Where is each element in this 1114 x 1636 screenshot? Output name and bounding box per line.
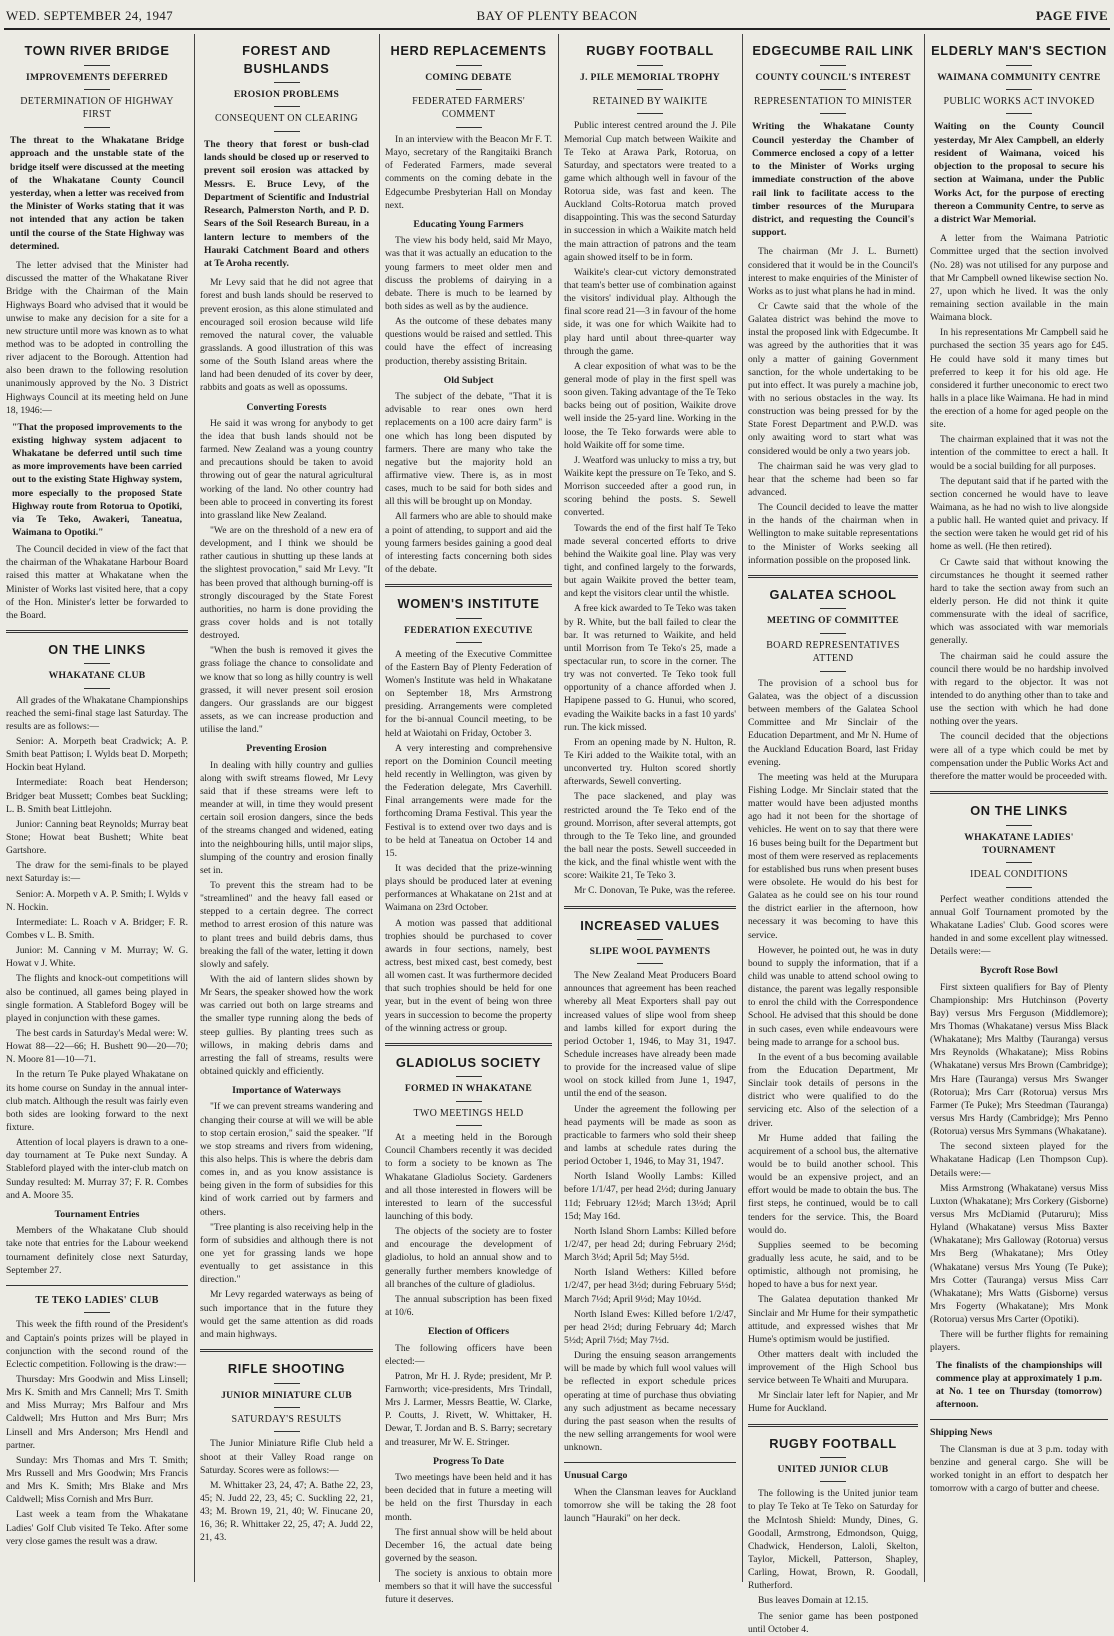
article-headline: RIFLE SHOOTING (227, 1361, 346, 1376)
paragraph: Junior: Canning beat Reynolds; Murray beat Stone; Howat beat Bushett; White beat Gartshore. (6, 818, 188, 857)
article-headline: FOREST AND BUSHLANDS (242, 43, 331, 76)
paragraph: Supplies seemed to be becoming gradually less acute, he said, and to be optimistic, although not promising, he hoped to have a bus for next year. (748, 1239, 918, 1291)
article-subhead: FORMED IN WHAKATANE (404, 1083, 533, 1095)
paragraph: The Clansman is due at 3 p.m. today with benzine and general cargo. She will be worked tonight in an effort to despatch her tomorrow with a cargo of butter and cheese. (930, 1443, 1108, 1494)
paragraph: At a meeting held in the Borough Council Chambers recently it was decided to form a society to be known as The Whakatane Gladiolus Society. Gardeners and all those interested in flowers will be interested to learn of the successful launching of this body. (385, 1132, 552, 1223)
paragraph: Waikite's clear-cut victory demonstrated that team's better use of combination against the visitors' individual play. Although the final score read 21—3 in favour of the home side, it was one for which Waikite had to play hard until about three-quarter way through the game. (564, 266, 736, 357)
paragraph: The chairman said he was very glad to hear that the scheme had been so far advanced. (748, 460, 918, 498)
paragraph: Last week a team from the Whakatane Ladies' Golf Club visited Te Teko. After some very close games the result was a draw. (6, 1509, 188, 1547)
paragraph: "If we can prevent streams wandering and changing their course at will we will be able to stop certain erosion," said the speaker. "If we stop streams and rivers from widening, this also helps. This is where the debris dam comes in, and as you know assistance is being given in the form of subsidies for this kind of work carried out by farmers and others. (200, 1101, 373, 1218)
article-subhead: FEDERATION EXECUTIVE (404, 624, 533, 636)
paragraph: There will be further flights for remaining players. (930, 1329, 1108, 1354)
article-headline: EDGECUMBE RAIL LINK (752, 43, 914, 58)
paragraph: A motion was passed that additional trophies should be purchased to cover awards in four sections, namely, best actress, best mixed cast, best comedy, best all women cast. It was furthermore decided that such trophies should be held for one year, but in the event of being won three years in succession to become the property of the winning actress or group. (385, 917, 552, 1034)
column-rule (379, 34, 380, 1582)
paragraph: First sixteen qualifiers for Bay of Plenty Championship: Mrs Hutchinson (Poverty Bay) versus Mrs Ferguson (Middlemore); Mrs Thomas (Whakatane) versus Miss Black (Whakatane); Mrs Maltby (Tauranga) versus Mrs Reynolds (Whakatane); Miss Robins (Whakatane) versus Mrs Brown (Cambridge); Mrs Hare (Tauranga) versus Mrs Swanger (Rotorua); Mrs Carr (Rotorua) versus Mrs Farmer (Te Puke); Mrs Steedman (Tauranga) versus Mrs Hardy (Cambridge); Mrs Penno (Rotorua) versus Mrs Symmans (Whakatane). (930, 981, 1108, 1138)
paragraph: Junior: M. Canning v M. Murray; W. G. Howat v J. White. (6, 945, 188, 970)
paragraph: Mr Sinclair later left for Napier, and Mr Hume for Auckland. (748, 1390, 918, 1415)
paragraph: All grades of the Whakatane Championships reached the semi-final stage last Saturday. The results are as follows:— (6, 694, 188, 732)
article-subhead: BOARD REPRESENTATIVES ATTEND (766, 639, 900, 665)
paragraph: The flights and knock-out competitions will also be continued, all games being played in single formation. A Stableford Bogey will be played in conjunction with these games. (6, 973, 188, 1024)
paragraph: When the Clansman leaves for Auckland tomorrow she will be taking the 28 foot launch "Hauraki" on her deck. (564, 1486, 736, 1524)
paragraph: In the return Te Puke played Whakatane on its home course on Sunday in the annual inter-club match. Although the result was fairly even both sides are looking forward to the next fixture. (6, 1069, 188, 1133)
paragraph: In dealing with hilly country and gullies along with swift streams flowed, Mr Levy said that if these streams were left to meander at will, in time they would present certain soil erosion dangers, since the beds of the streams changed and widened, eating into the neighbouring hills, until major slips, slumping of the country and erosion finally set in. (200, 759, 373, 876)
article-headline: GLADIOLUS SOCIETY (395, 1054, 542, 1070)
article-subhead: J. PILE MEMORIAL TROPHY (580, 71, 720, 83)
article-headline: WOMEN'S INSTITUTE (397, 596, 540, 612)
article-subhead: COUNTY COUNCIL'S INTEREST (755, 71, 911, 83)
paragraph: The meeting was held at the Murupara Fishing Lodge. Mr Sinclair stated that the matter would have been adjusted months ago had it not been for the shortage of vehicles. He went on to say that there were 16 buses being built for the Department but most of them were reserved as replacements for established bus runs when present buses were obsolete. He would do his best for Galatea as he could see on his tour round the district earlier in the afternoon, how necessary it was becoming to have this service. (748, 771, 918, 941)
bold-notice: The finalists of the championships will commence play at approximately 1 p.m. at No. 1 tee on Thursday (tomorrow) afternoon. (936, 1359, 1102, 1410)
paragraph: Public interest centred around the J. Pile Memorial Cup match between Waikite and Te Teko at Arawa Park, Rotorua, on Saturday, and spectators were treated to a game which although well in favour of the Rotorua side, was fast and keen. The Auckland Colts-Rotorua match proved disappointing. This was the second Saturday in succession in which a Waikite match held the main attraction of patrons and the team again showed itself to be in form. (564, 120, 736, 263)
paragraph: The following officers have been elected:— (385, 1342, 552, 1367)
paragraph: Mr C. Donovan, Te Puke, was the referee. (574, 885, 736, 897)
paragraph: Perfect weather conditions attended the annual Golf Tournament promoted by the Whakatane Ladies' Club. Good scores were handed in and some excellent play witnessed. Details were:— (930, 893, 1108, 958)
paragraph: The provision of a school bus for Galatea, was the object of a discussion between members of the Galatea School Committee and Mr Sinclair of the Education Department, and Mr N. Hume of the Auckland Education Board, last Friday evening. (748, 677, 918, 768)
paragraph: This week the fifth round of the President's and Captain's points prizes will be played in conjunction with the second round of the Eclectic competition. Following is the draw:— (6, 1319, 188, 1370)
paragraph: Senior: A. Morpeth beat Cradwick; A. P. Smith beat Pattison; I. Wylds beat D. Morpeth; Hockin beat Hyland. (6, 736, 188, 774)
paragraph: In the event of a bus becoming available from the Education Department, Mr Sinclair took details of persons in the district who were qualified to do the servicing etc. Also of the selection of a driver. (748, 1051, 918, 1129)
section-subheading: Unusual Cargo (564, 1470, 628, 1482)
column-rule (558, 34, 559, 1582)
paragraph: Intermediate: Roach beat Henderson; Bridger beat Mussett; Combes beat Suckling; L. B. Smith beat Littlejohn. (6, 777, 188, 815)
paragraph: J. Weatford was unlucky to miss a try, but Waikite kept the pressure on Te Teko, and S. Morrison succeeded after a good run, in scoring behind the posts. S. Sewell converted. (564, 454, 736, 519)
paragraph: The deputant said that if he parted with the section concerned he would have to leave Waimana, as he had no wish to live alongside a public hall. He wanted quiet and privacy. If the section were taken he would get rid of his home as well. (He then retired). (930, 475, 1108, 553)
paragraph: The annual subscription has been fixed at 10/6. (385, 1293, 552, 1319)
article-headline: ELDERLY MAN'S SECTION (931, 43, 1107, 58)
paragraph: Other matters dealt with included the improvement of the High School bus service between Te Whaiti and Murupara. (748, 1348, 918, 1387)
paragraph: Cr Cawte said that without knowing the circumstances he thought it seemed rather hard to take the section away from such an elderly person. He did not think it quite commensurate with the ideal of sacrifice, which was associated with war memorials generally. (930, 556, 1108, 647)
paragraph: Two meetings have been held and it has been decided that in future a meeting will be held on the first Thursday in each month. (385, 1472, 552, 1523)
article-subhead: PUBLIC WORKS ACT INVOKED (943, 95, 1095, 107)
paragraph: The Junior Miniature Rifle Club held a shoot at their Valley Road range on Saturday. Scores were as follows:— (200, 1438, 373, 1476)
paragraph: Mr Levy said that he did not agree that forest and bush lands should be reserved to prevent erosion, as this alone stimulated and encouraged soil erosion because wild life removed the natural cover, the valuable grasslands. A good illustration of this was some of the South Island areas where the land had been denuded of its cover by deer, rabbits and goats as well as opossums. (200, 277, 373, 394)
paragraph: From an opening made by N. Hulton, R. Te Kiri added to the Waikite total, with an unconverted try. Hulton scored shortly afterwards, Sewell converting. (564, 736, 736, 788)
section-subheading: Old Subject (443, 374, 494, 386)
paragraph: "When the bush is removed it gives the grass foliage the chance to consolidate and we know that so long as hilly country is well grassed, it will never present soil erosion dangers. Our grasslands are our biggest assets, as we can increase production and utilise the land." (200, 645, 373, 736)
paragraph: All farmers who are able to should make a point of attending, to support and aid the young farmers besides gaining a good deal of interesting facts concerning both sides of the debate. (385, 511, 552, 575)
article-headline: TOWN RIVER BRIDGE (24, 43, 170, 58)
section-subheading: Bycroft Rose Bowl (980, 965, 1058, 977)
article-subhead: WHAKATANE CLUB (48, 670, 146, 682)
issue-date: WED. SEPTEMBER 24, 1947 (6, 8, 173, 23)
paragraph: He said it was wrong for anybody to get the idea that bush lands should not be farmed. New Zealand was a young country and precautions should be taken to avoid throwing out of gear the natural agricultural working of the land. No other country had been able to proceed in converting its forest into grassland like New Zealand. (200, 417, 373, 521)
page-number: PAGE FIVE (1035, 8, 1108, 23)
paragraph: A clear exposition of what was to be the general mode of play in the first spell was soon given. Taking advantage of the Te Teko backs being out of position, Waikite drove well inside the 25-yard line. Working in the loose, the Te Teko forwards were able to hold Waikite off for some time. (564, 360, 736, 451)
paragraph: North Island Woolly Lambs: Killed before 1/1/47, per head 2½d; during January 11d; February 12½d; March 13½d; April 15d; May 16d. (564, 1171, 736, 1222)
paragraph: The following is the United junior team to play Te Teko at Te Teko on Saturday for the McIntosh Shield: Mundy, Dines, G. Goodall, Armstrong, Edmondson, Quigg, Chadwick, Henderson, Laloli, Skelton, Taylor, Mickell, Patterson, Shapley, Carling, Howat, Brown, R. Goodall, Rutherford. (748, 1488, 918, 1592)
paragraph: The best cards in Saturday's Medal were: W. Howat 88—22—66; H. Bushett 90—20—70; N. Moore 81—10—71. (6, 1028, 188, 1066)
paragraph: The draw for the semi-finals to be played next Saturday is:— (6, 860, 188, 885)
paragraph: The second sixteen played for the Whakatane Hadicap (Len Thompson Cup). Details were:— (930, 1141, 1108, 1179)
article-headline: HERD REPLACEMENTS (390, 43, 547, 58)
paragraph: During the ensuing season arrangements will be made by which full wool values will be reflected in export schedule prices operating at time of purchase thus obviating any such adjustment as became necessary during the past season when the results of the new selling arrangements for wool were unknown. (564, 1350, 736, 1454)
article-intro: Writing the Whakatane County Council yesterday the Chamber of Commerce enclosed a copy of a letter to the Minister of Works urging immediate construction of the above rail link to facilitate access to the timber resources of the Murupara district, and requesting the Council's support. (752, 121, 914, 239)
paragraph: Mr Hume added that failing the acquirement of a school bus, the alternative would be to build another school. This would be an expensive project, and an effort would be made to obtain the bus. The first steps, he continued, would be to call tenders for the service. This, the Board would do. (748, 1132, 918, 1236)
paragraph: Thursday: Mrs Goodwin and Miss Linsell; Mrs K. Smith and Mrs Cannell; Mrs T. Smith and Miss Murray; Mrs Balfour and Mrs Caldwell; Mrs Hutton and Mrs Burr; Mrs Linsell and Mrs Anderson; Mrs Hendl and partner. (6, 1374, 188, 1451)
paragraph: The view his body held, said Mr Mayo, was that it was actually an education to the young farmers to meet older men and discuss the problems of dairying in a debate. There is much to be learned by both sides as well as by the audience. (385, 235, 552, 312)
section-subheading: Importance of Waterways (232, 1085, 341, 1097)
article-subhead: FEDERATED FARMERS' COMMENT (412, 95, 525, 121)
section-subheading: Election of Officers (427, 1326, 510, 1338)
paragraph: "Tree planting is also receiving help in the form of subsidies and although there is not one yet for grassing lands we hope eventually to get assistance in this direction." (200, 1221, 373, 1286)
article-subhead: RETAINED BY WAIKITE (592, 95, 708, 107)
paragraph: Members of the Whakatane Club should take note that entries for the Labour weekend tournament definitely close next Saturday, September 27. (6, 1225, 188, 1276)
paragraph: A letter from the Waimana Patriotic Committee urged that the section involved (No. 28) was not utilised for any purpose and that Mr Campbell owned likewise section No. 27, upon which he lived. It was the only remaining section available in the main Waimana block. (930, 233, 1108, 324)
quoted-resolution: "That the proposed improvements to the existing highway system adjacent to Whakatane be deferred until such time as more improvements have been carried out to the existing State Highway system, more especially to the proposed State Highway route from Rotorua to Opotiki, via Te Teko, Awakeri, Taneatua, Waimana to Opotiki." (12, 421, 182, 538)
article-subhead: MEETING OF COMMITTEE (767, 615, 899, 627)
article-intro: The threat to the Whakatane Bridge approach and the unstable state of the bridge itself were discussed at the meeting of the Whakatane County Council yesterday, when a letter was received from the Minister of Works stating that it was not intended that any action be taken until the course of the State Highway was determined. (10, 135, 184, 252)
column-6 (930, 34, 1108, 1582)
paragraph: A free kick awarded to Te Teko was taken by R. White, but the ball failed to clear the bar. It was returned to Waikite, and held until Morrison from Te Teko's 25, made a spectacular run, to score in the corner. The try was not converted. Te Teko took full opportunity of a chance afforded when J. Hapipene passed to G. Hunui, who scored, evading the Waikite backs in a fast 10 yards' run. The kick missed. (564, 603, 736, 733)
section-subheading: Preventing Erosion (246, 743, 327, 755)
paragraph: Attention of local players is drawn to a one-day tournament at Te Puke next Sunday. A Stableford played with the inter-club match on Sunday resulted: M. Murray 37; F. R. Combes and A. Moore 35. (6, 1137, 188, 1201)
column-1 (6, 34, 188, 1582)
paragraph: Cr Cawte said that the whole of the Galatea district was behind the move to instal the proposed link with Edgecumbe. It was agreed by the authorities that it was only a matter of gaining Government sanction, for the whole undertaking to be put into effect. It was purely a machine job, with no serious obstacles in the way. Its construction was being pressed for by the State Forest Department and P.W.D. was only awaiting word to start what was considered would be only a two years job. (748, 301, 918, 457)
paragraph: The letter advised that the Minister had discussed the matter of the Whakatane River Bridge with the Chairman of the Main Highways Board who advised that it would be unwise to make any decision for a site for a new structure until more was known as to what method was to be adopted in controlling the river adjacent to the Borough. Attention had also been drawn to the following resolution unanimously approved by the No. 3 District Highways Council at its meeting held on June 18, 1946:— (6, 260, 188, 416)
paragraph: In his representations Mr Campbell said he purchased the section 35 years ago for £45. He could have sold it many times but preferred to keep it for his old age. He considered it further uneconomic to erect two halls in a place like Waimana. He had in mind the erection of a home for aged people on the site. (930, 327, 1108, 431)
article-subhead: UNITED JUNIOR CLUB (777, 1464, 889, 1476)
article-subhead: IMPROVEMENTS DEFERRED (26, 71, 168, 83)
paragraph: The Council decided in view of the fact that the chairman of the Whakatane Harbour Board raised this matter at Whakatane when the Minister of Works last visited here, that a copy of the Hon. Minister's letter be forwarded to the Board. (6, 544, 188, 621)
column-2 (200, 34, 373, 1582)
paragraph: Miss Armstrong (Whakatane) versus Miss Luxton (Whakatane); Mrs Corkery (Gisborne) versus Mrs McDiamid (Putaruru); Miss Hyland (Whakatane) versus Miss Baxter (Whakatane); Mrs Galloway (Rotorua) versus Mrs Berg (Whakatane); Mrs Otley (Whakatane) versus Mrs Young (Te Puke); Mrs Cotter (Tauranga) versus Miss Carr (Whakatane); Mrs Watts (Gisborne) versus Mrs Fogerty (Whakatane); Mrs Monk (Rotorua) versus Mrs Carter (Opotiki). (930, 1182, 1108, 1326)
article-headline: TE TEKO LADIES' CLUB (35, 1294, 159, 1306)
paragraph: Towards the end of the first half Te Teko made several concerted efforts to drive behind the Waikite goal line. Play was very tight, and confined largely to the forwards, but again Waikite proved the better team, and kept the visitors clear until the whistle. (564, 522, 736, 600)
paragraph: Under the agreement the following per head payments will be made as soon as practicable to farmers who sold their sheep and lambs at schedule rates during the period October 1, 1946, to May 31, 1947. (564, 1103, 736, 1168)
article-subhead: SLIPE WOOL PAYMENTS (589, 946, 711, 958)
paragraph: Intermediate: L. Roach v A. Bridger; F. R. Combes v L. B. Smith. (6, 916, 188, 942)
paragraph: Bus leaves Domain at 12.15. (758, 1595, 869, 1607)
article-subhead: TWO MEETINGS HELD (413, 1107, 524, 1119)
paragraph: The subject of the debate, "That it is advisable to rear ones own herd replacements on a 100 acre dairy farm" is one which has long been disputed by farmers. There are many who take the negative but the majority hold an affirmative view. There is, as in most cases, much to be said for both sides and all this will be brought up on Monday. (385, 391, 552, 508)
paragraph: North Island Wethers: Killed before 1/2/47, per head 3½d; during February 5½d; March 7½d; April 9½d; May 10½d. (564, 1267, 736, 1305)
paragraph: A meeting of the Executive Committee of the Eastern Bay of Plenty Federation of Women's Institute was held in Whakatane on September 18, Mrs Armstrong presiding. Arrangements were completed for the bi-annual Council meeting, to be held at Waiotahi on Friday, October 3. (385, 648, 552, 739)
section-subheading: Educating Young Farmers (413, 218, 524, 230)
paragraph: North Island Ewes: Killed before 1/2/47, per head 2½d; during February 4d; March 5½d; April 7½d; May 7½d. (564, 1308, 736, 1346)
paragraph: The objects of the society are to foster and encourage the development of gladiolus, to hold an annual show and to generally further members knowledge of all branches of the culture of gladiolus. (385, 1226, 552, 1290)
section-subheading: Converting Forests (246, 401, 327, 413)
article-subhead: COMING DEBATE (425, 71, 512, 83)
column-3 (385, 34, 552, 1606)
paragraph: However, he pointed out, he was in duty bound to supply the information, that if a child was unable to attend school owing to distance, the parent was legally responsible to enrol the child with the Correspondence School. He advised that this should be done in such cases, even while endeavours were being made to arrange for a school bus. (748, 944, 918, 1048)
paragraph: In an interview with the Beacon Mr F. T. Mayo, secretary of the Rangitaiki Branch of Federated Farmers, made several comments on the coming debate in the Edgecumbe Presbyterian Hall on Monday next. (385, 134, 552, 211)
article-subhead: DETERMINATION OF HIGHWAY FIRST (20, 95, 174, 121)
article-subhead: EROSION PROBLEMS (233, 89, 340, 101)
paragraph: "We are on the threshold of a new era of development, and I think we should be rather cautious in shutting up these lands at the slightest provocation," said Mr Levy. "It has been proved that although burning-off is strongly discouraged by the State Forest authorities, no harm is done providing the grass cover holds and is not totally destroyed. (200, 525, 373, 642)
paragraph: The New Zealand Meat Producers Board announces that agreement has been reached whereby all Meat Exporters shall pay out increased values of slipe wool from sheep and lambs killed for export during the period October 1, 1946, to May 31, 1947. Schedule increases have already been made to provide for the increased value of slipe wool on stock killed from June 1, 1947, until the end of the season. (564, 970, 736, 1100)
article-subhead: IDEAL CONDITIONS (969, 868, 1069, 880)
article-subhead: SATURDAY'S RESULTS (231, 1413, 342, 1425)
masthead (6, 8, 1108, 26)
paragraph: Mr Levy regarded waterways as being of such importance that in the future they would get the same attention as did roads and main highways. (200, 1289, 373, 1340)
column-rule (742, 34, 743, 1582)
column-4 (564, 34, 736, 1582)
paragraph: A very interesting and comprehensive report on the Dominion Council meeting held recently in Wellington, was given by the Federation delegate, Mrs Caverhill. Final arrangements were made for the forthcoming Drama Festival. This year the Festival is to extend over two days and is to be held at Taneatua on October 14 and 15. (385, 742, 552, 859)
section-subheading: Shipping News (930, 1427, 993, 1439)
column-5 (748, 34, 918, 1635)
newspaper-title: BAY OF PLENTY BEACON (476, 8, 638, 23)
paragraph: The chairman said he could assure the council there would be no hardship involved with regard to the objector. It was not intended to do anything other than to take and use the section with which he had done nothing over the years. (930, 650, 1108, 728)
paragraph: To prevent this the stream had to be "streamlined" and the heavy fall eased or stepped to a certain degree. The correct method to arrest erosion of this nature was to plant trees and build debris dams, thus breaking the fall of the water, letting it down slowly and safely. (200, 879, 373, 970)
paragraph: With the aid of lantern slides shown by Mr Sears, the speaker showed how the work was carried out both on large streams and the smaller type running along the beds of steep gullies. By planting trees such as willows, in making debris dams and arresting the fall of streams, results were obtained quickly and efficiently. (200, 973, 373, 1077)
paragraph: The council decided that the objections were all of a type which could be met by compensation under the Public Works Act and therefore the matter would be proceeded with. (930, 731, 1108, 782)
paragraph: As the outcome of these debates many questions would be raised and settled. This could have the effect of increasing production, thereby assisting Britain. (385, 316, 552, 367)
article-subhead: WHAKATANE LADIES' TOURNAMENT (964, 831, 1074, 856)
paragraph: The Galatea deputation thanked Mr Sinclair and Mr Hume for their sympathetic attitude, and expressed wishes that Mr Hume's optimism would be justified. (748, 1294, 918, 1345)
column-rule (194, 34, 195, 1582)
article-headline: GALATEA SCHOOL (769, 586, 897, 602)
paragraph: The pace slackened, and play was restricted around the Te Teko end of the ground. Morrison, after several attempts, got through to the Te Teko line, and grounded the ball near the posts. Sewell succeeded in the kick, and the final whistle went with the score: Waikite 21, Te Teko 3. (564, 791, 736, 882)
paragraph: The chairman explained that it was not the intention of the committee to erect a hall. It would be a social building for all purposes. (930, 434, 1108, 472)
masthead-rule (4, 28, 1110, 30)
paragraph: The senior game has been postponed until October 4. (748, 1610, 918, 1635)
article-intro: Waiting on the County Council yesterday, Mr Alex Campbell, an elderly resident of Waimana, voiced his objection to the proposal to secure his section at Waimana, under the Public Works Act, for the purpose of erecting thereon a Community Centre, to serve as a district War Memorial. (934, 121, 1104, 225)
paragraph: M. Whittaker 23, 24, 47; A. Bathe 22, 23, 45; N. Judd 22, 23, 45; C. Suckling 22, 21, 43; M. Brown 19, 21, 40; W. Finucane 20, 16, 36; R. Whittaker 22, 25, 47; A. Judd 22, 21, 43. (200, 1479, 373, 1544)
section-subheading: Progress To Date (433, 1455, 504, 1467)
paragraph: Patron, Mr H. J. Ryde; president, Mr P. Farnworth; vice-presidents, Mrs Trindall, Mrs J. Larmer, Messrs Beattie, W. Clarke, P. Coutts, J. Rivett, W. Whittaker, H. Dewar, T. Jordan and B. S. Barry; secretary and treasurer, Mr W. E. Stringer. (385, 1370, 552, 1448)
article-headline: INCREASED VALUES (580, 917, 720, 933)
column-rule (924, 34, 925, 1582)
article-headline: ON THE LINKS (48, 641, 146, 657)
article-headline: RUGBY FOOTBALL (769, 1435, 897, 1451)
paragraph: The first annual show will be held about December 16, the actual date being governed by the season. (385, 1526, 552, 1564)
paragraph: The society is anxious to obtain more members so that it will have the successful future it deserves. (385, 1568, 552, 1606)
article-headline: RUGBY FOOTBALL (586, 43, 714, 58)
article-subhead: REPRESENTATION TO MINISTER (753, 95, 913, 107)
article-intro: The theory that forest or bush-clad lands should be closed up or reserved to prevent soil erosion was attacked by Messrs. E. Bruce Levy, of the Department of Scientific and Industrial Research, Palmerston North, and P. D. Sears of the Soil Research Bureau, in a lantern lecture to members of the Hauraki Catchment Board and others at Te Aroha recently. (204, 138, 369, 269)
paragraph: The Council decided to leave the matter in the hands of the chairman when in Wellington to make suitable representations to the Minister of Works seeking all information possible on the proposed link. (748, 502, 918, 566)
article-subhead: CONSEQUENT ON CLEARING (214, 113, 359, 125)
paragraph: North Island Shorn Lambs: Killed before 1/2/47, per head 2d; during February 2½d; March 3½d; April 5d; May 5½d. (564, 1225, 736, 1264)
paragraph: Sunday: Mrs Thomas and Mrs T. Smith; Mrs Russell and Mrs Goodwin; Mrs Francis and Mrs K. Smith; Mrs Blake and Mrs Caldwell; Miss Cornish and Mrs Burr. (6, 1454, 188, 1506)
paragraph: It was decided that the prize-winning plays should be produced later at evening performances at Whakatane on 21st and at Waimana on 23rd October. (385, 863, 552, 914)
article-subhead: JUNIOR MINIATURE CLUB (221, 1389, 352, 1401)
paragraph: The chairman (Mr J. L. Burnett) considered that it would be in the Council's interest to make enquiries of the Minister of Works as to just what plans he had in mind. (748, 246, 918, 297)
section-subheading: Tournament Entries (54, 1208, 140, 1220)
article-headline: ON THE LINKS (970, 803, 1068, 818)
paragraph: Senior: A. Morpeth v A. P. Smith; I. Wylds v N. Hockin. (6, 888, 188, 913)
article-subhead: WAIMANA COMMUNITY CENTRE (937, 71, 1101, 83)
